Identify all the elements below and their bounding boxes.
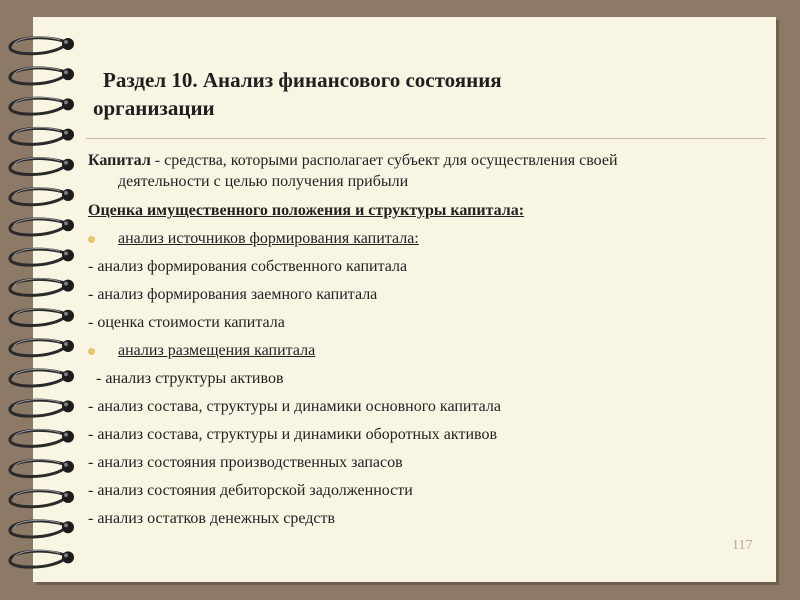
title-line-1: Раздел 10. Анализ финансового состояния bbox=[103, 68, 502, 92]
binding-hole-shine bbox=[64, 312, 68, 316]
binding-hole-shine bbox=[64, 70, 68, 74]
binding-hole-shine bbox=[64, 402, 68, 406]
binding-hole bbox=[62, 400, 74, 412]
binding-hole-shine bbox=[64, 282, 68, 286]
page-number: 117 bbox=[732, 538, 753, 553]
binding-hole bbox=[62, 431, 74, 443]
list-item: - анализ состояния дебиторской задолженности bbox=[88, 482, 413, 499]
list-item: - анализ состояния производственных запасов bbox=[88, 454, 403, 471]
binding-hole-shine bbox=[64, 342, 68, 346]
binding-hole bbox=[62, 551, 74, 563]
definition-term: Капитал bbox=[88, 152, 151, 169]
binding-hole bbox=[62, 249, 74, 261]
slide-title bbox=[93, 66, 693, 122]
binding-hole bbox=[62, 280, 74, 292]
definition-text: - средства, которыми располагает субъект для осуществления своей bbox=[150, 152, 618, 169]
list-item: - анализ формирования заемного капитала bbox=[88, 286, 378, 303]
binding-hole-shine bbox=[64, 131, 68, 135]
binding-hole-shine bbox=[64, 161, 68, 165]
bullet-dot-icon bbox=[88, 348, 95, 355]
bullet-item-capital-placement bbox=[88, 337, 768, 365]
binding-hole bbox=[62, 159, 74, 171]
spiral-binding-icon bbox=[0, 0, 90, 600]
binding-hole bbox=[62, 129, 74, 141]
list-item: - анализ структуры активов bbox=[92, 370, 284, 387]
binding-hole bbox=[62, 38, 74, 50]
binding-hole-shine bbox=[64, 433, 68, 437]
binding-hole-shine bbox=[64, 372, 68, 376]
section-heading: Оценка имущественного положения и структуры капитала: bbox=[88, 202, 525, 219]
binding-hole bbox=[62, 189, 74, 201]
title-line-2: организации bbox=[93, 96, 215, 120]
definition-continuation: деятельности с целью получения прибыли bbox=[118, 173, 409, 190]
binding-hole-shine bbox=[64, 553, 68, 557]
list-item: - анализ формирования собственного капитала bbox=[88, 258, 408, 275]
definition-paragraph bbox=[88, 150, 768, 192]
bullet-label: анализ источников формирования капитала: bbox=[118, 230, 419, 247]
binding-hole-shine bbox=[64, 191, 68, 195]
binding-hole bbox=[62, 219, 74, 231]
binding-hole-shine bbox=[64, 251, 68, 255]
bullet-label: анализ размещения капитала bbox=[118, 342, 316, 359]
binding-hole bbox=[62, 461, 74, 473]
list-item: - анализ состава, структуры и динамики основного капитала bbox=[88, 398, 501, 415]
binding-hole bbox=[62, 491, 74, 503]
binding-hole bbox=[62, 98, 74, 110]
binding-hole-shine bbox=[64, 221, 68, 225]
binding-hole bbox=[62, 370, 74, 382]
list-item: - анализ состава, структуры и динамики оборотных активов bbox=[88, 426, 498, 443]
binding-hole bbox=[62, 340, 74, 352]
binding-hole bbox=[62, 68, 74, 80]
bullet-dot-icon bbox=[88, 236, 95, 243]
binding-hole bbox=[62, 310, 74, 322]
list-item: - оценка стоимости капитала bbox=[88, 314, 285, 331]
binding-hole bbox=[62, 521, 74, 533]
slide-content bbox=[88, 150, 768, 533]
binding-hole-shine bbox=[64, 493, 68, 497]
binding-hole-shine bbox=[64, 100, 68, 104]
bullet-item-capital-sources bbox=[88, 225, 768, 253]
binding-hole-shine bbox=[64, 40, 68, 44]
binding-hole-shine bbox=[64, 463, 68, 467]
binding-hole-shine bbox=[64, 523, 68, 527]
list-item: - анализ остатков денежных средств bbox=[88, 510, 336, 527]
title-divider bbox=[86, 138, 766, 139]
